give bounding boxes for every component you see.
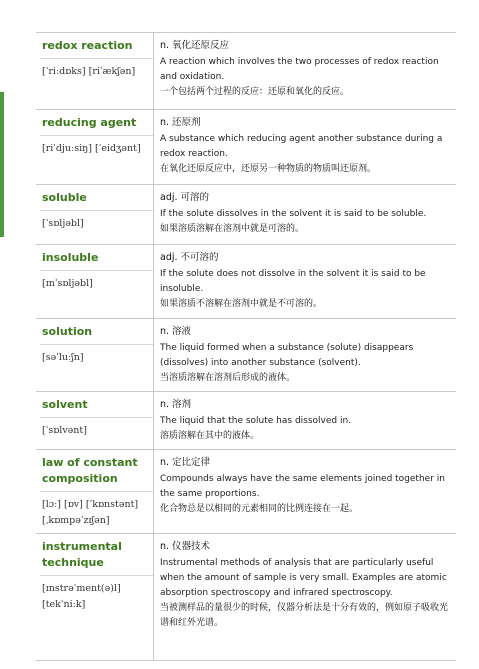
definition: Instrumental methods of analysis that are particularly useful when the amount of sample is very small. Examples are atomic absorption spectroscopy and infrared spectroscopy.	[160, 558, 447, 598]
definition-column	[153, 110, 456, 184]
part-of-speech: adj. 不可溶的	[160, 252, 219, 263]
definition-column	[153, 319, 456, 391]
definition: If the solute dissolves in the solvent it is said to be soluble.	[160, 209, 427, 219]
glossary-entry	[36, 319, 456, 392]
term-column	[36, 33, 153, 109]
term: solvent	[40, 392, 153, 418]
definition-column	[153, 245, 456, 318]
definition: Compounds always have the same elements joined together in the same proportions.	[160, 474, 445, 499]
term: solution	[40, 319, 153, 345]
term-column	[36, 450, 153, 533]
phonetic: [ɪnˈsɒljəbl]	[42, 278, 93, 289]
glossary-entry	[36, 392, 456, 450]
term-column	[36, 392, 153, 449]
term-column	[36, 319, 153, 391]
part-of-speech: n. 还原剂	[160, 117, 201, 128]
translation: 在氧化还原反应中，还原另一种物质的物质叫还原剂。	[160, 164, 377, 174]
glossary-entry	[36, 534, 456, 661]
phonetic: [ˈriːdɒks] [riˈækʃən]	[42, 66, 136, 77]
translation: 如果溶质不溶解在溶剂中就是不可溶的。	[160, 299, 323, 309]
glossary-entry	[36, 110, 456, 185]
term: law of constant composition	[40, 450, 153, 492]
glossary-entry	[36, 32, 456, 110]
definition: The liquid formed when a substance (solute) disappears (dissolves) into another substance (solvent).	[160, 343, 414, 368]
translation: 当溶质溶解在溶剂后形成的液体。	[160, 373, 296, 383]
term-column	[36, 534, 153, 660]
phonetic: [tekˈniːk]	[42, 599, 86, 610]
term-column	[36, 185, 153, 244]
part-of-speech: n. 定比定律	[160, 457, 211, 468]
definition-column	[153, 534, 456, 660]
term: insoluble	[40, 245, 153, 271]
definition: If the solute does not dissolve in the solvent it is said to be insoluble.	[160, 269, 426, 294]
translation: 化合物总是以相同的元素相同的比例连接在一起。	[160, 504, 359, 514]
term-column	[36, 245, 153, 318]
phonetic: [ɪnstrəˈment(ə)l]	[42, 583, 121, 594]
side-tab-marker	[0, 92, 4, 237]
phonetic: [ˌkɒmpəˈzɪʃən]	[42, 515, 110, 526]
definition: A reaction which involves the two processes of redox reaction and oxidation.	[160, 57, 439, 82]
definition-column	[153, 185, 456, 244]
definition: A substance which reducing agent another substance during a redox reaction.	[160, 134, 443, 159]
term: redox reaction	[40, 33, 153, 59]
phonetic: [ˈsɒljəbl]	[42, 218, 84, 229]
glossary-table	[36, 32, 456, 661]
phonetic: [lɔː] [ɒv] [ˈkɒnstənt]	[42, 499, 139, 510]
definition-column	[153, 392, 456, 449]
glossary-entry	[36, 450, 456, 534]
part-of-speech: n. 氧化还原反应	[160, 40, 230, 51]
translation: 一个包括两个过程的反应：还原和氧化的反应。	[160, 87, 350, 97]
part-of-speech: adj. 可溶的	[160, 192, 210, 203]
part-of-speech: n. 溶剂	[160, 399, 192, 410]
phonetic: [ˈsɒlvənt]	[42, 425, 87, 436]
phonetic: [səˈluːʃn]	[42, 352, 84, 363]
phonetic: [riˈdjuːsiŋ] [ˈeidʒənt]	[42, 143, 141, 154]
translation: 当被测样品的量很少的时候，仪器分析法是十分有效的，例如原子吸收光谱和红外光谱。	[160, 603, 449, 628]
translation: 如果溶质溶解在溶剂中就是可溶的。	[160, 224, 305, 234]
definition-column	[153, 450, 456, 533]
part-of-speech: n. 仪器技术	[160, 541, 211, 552]
term-column	[36, 110, 153, 184]
term: reducing agent	[40, 110, 153, 136]
definition: The liquid that the solute has dissolved in.	[160, 416, 352, 426]
glossary-entry	[36, 185, 456, 245]
term: instrumental technique	[40, 534, 153, 576]
part-of-speech: n. 溶液	[160, 326, 192, 337]
definition-column	[153, 33, 456, 109]
translation: 溶质溶解在其中的液体。	[160, 431, 260, 441]
glossary-entry	[36, 245, 456, 319]
term: soluble	[40, 185, 153, 211]
